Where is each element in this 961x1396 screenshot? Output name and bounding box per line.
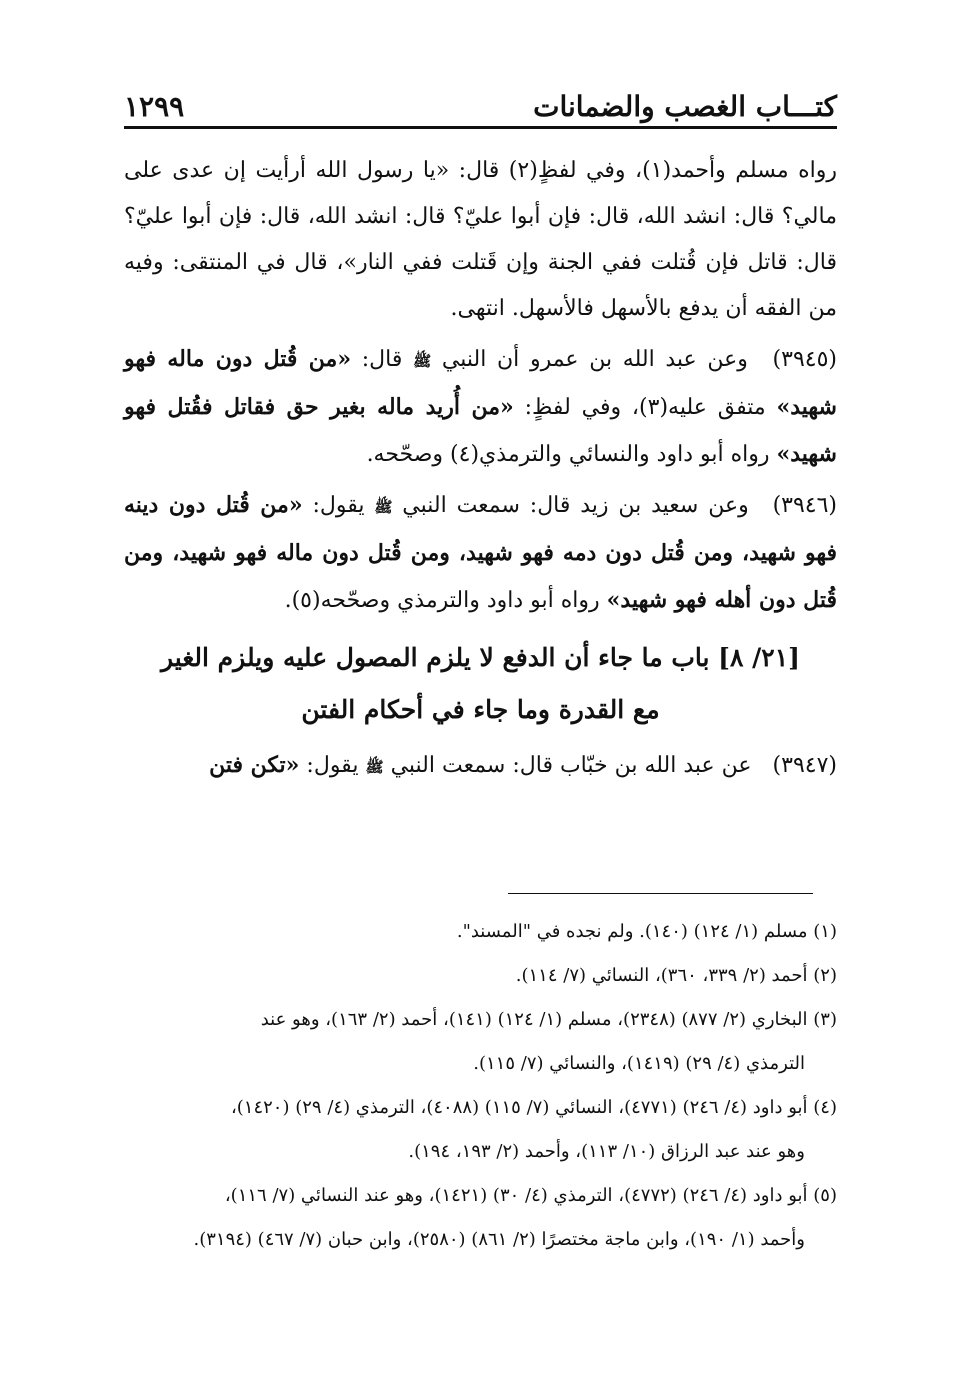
hadith-quote: «من قُتل دون دينه فهو شهيد، ومن قُتل دون دمه فهو شهيد، ومن قُتل دون ماله فهو شهيد، ومن قُتل دون أهله فهو شهيد» bbox=[124, 492, 837, 613]
hadith-intro: عن عبد الله بن خبّاب قال: سمعت النبي bbox=[390, 753, 752, 778]
hadith-source: متفق عليه(٣)، وفي لفظٍ: bbox=[524, 395, 766, 420]
hadith-intro: وعن عبد الله بن عمرو أن النبي bbox=[441, 347, 748, 372]
hadith-lead: يقول: bbox=[306, 753, 359, 778]
footnote-line-continued: الترمذي (٤/ ٢٩) (١٤١٩)، والنسائي (٧/ ١١٥). bbox=[473, 1053, 805, 1074]
main-text bbox=[124, 148, 837, 790]
running-header bbox=[124, 84, 837, 126]
footnote-2 bbox=[124, 954, 837, 998]
hadith-source-tail: رواه أبو داود والترمذي وصحّحه(٥). bbox=[284, 588, 600, 613]
hadith-number: (٣٩٤٦) bbox=[772, 493, 838, 518]
section-heading: [٢١/ ٨] باب ما جاء أن الدفع لا يلزم المصول عليه ويلزم الغير مع القدرة وما جاء في أحكام الفتن bbox=[161, 643, 800, 724]
salawat-symbol: ﷺ bbox=[365, 758, 384, 776]
hadith-quote: «تكن فتن bbox=[209, 752, 300, 778]
footnote-line: (٥) أبو داود (٤/ ٢٤٦) (٤٧٧٢)، الترمذي (٤/ ٣٠) (١٤٢١)، وهو عند النسائي (٧/ ١١٦)، bbox=[224, 1185, 837, 1206]
page-number: ١٢٩٩ bbox=[124, 90, 185, 123]
footnote-separator bbox=[508, 893, 813, 894]
hadith-quote: «من قُتل دون ماله فهو شهيد» bbox=[124, 346, 837, 420]
footnote-line-continued: وهو عند عبد الرزاق (١٠/ ١١٣)، وأحمد (٢/ ١٩٣، ١٩٤). bbox=[408, 1141, 805, 1162]
hadith-quote-variant: «من أُريد ماله بغير حق فقاتل فقُتل فهو شهيد» bbox=[124, 394, 837, 467]
footnote-line-continued: وأحمد (١/ ١٩٠)، وابن ماجة مختصرًا (٢/ ٨٦١) (٢٥٨٠)، وابن حبان (٧/ ٤٦٧) (٣١٩٤). bbox=[193, 1229, 805, 1250]
header-title: كتـــاب الغصب والضمانات bbox=[533, 90, 837, 123]
salawat-symbol: ﷺ bbox=[413, 352, 432, 370]
hadith-number: (٣٩٤٧) bbox=[772, 753, 837, 778]
footnote-5 bbox=[124, 1174, 837, 1262]
hadith-3945 bbox=[124, 336, 837, 478]
footnote-4 bbox=[124, 1086, 837, 1174]
footnote-line: (٣) البخاري (٢/ ٨٧٧) (٢٣٤٨)، مسلم (١/ ١٢٤) (١٤١)، أحمد (٢/ ١٦٣)، وهو عند bbox=[260, 1009, 837, 1030]
hadith-intro: وعن سعيد بن زيد قال: سمعت النبي bbox=[402, 493, 749, 518]
hadith-3946 bbox=[124, 482, 837, 624]
footnote-3 bbox=[124, 998, 837, 1086]
hadith-3947 bbox=[124, 742, 837, 790]
paragraph-continuation: رواه مسلم وأحمد(١)، وفي لفظٍ(٢) قال: «يا رسول الله أرأيت إن عدى على مالي؟ قال: انشد الله، قال: فإن أبوا عليّ؟ قال: انشد الله، قال: فإن أبوا عليّ؟ قال: قاتل فإن قُتلت ففي الجنة وإن قَتلت ففي النار»، قال في المنتقى: وفيه من الفقه أن يدفع بالأسهل فالأسهل. انتهى. bbox=[124, 158, 838, 321]
footnote-line: (٤) أبو داود (٤/ ٢٤٦) (٤٧٧١)، النسائي (٧/ ١١٥) (٤٠٨٨)، الترمذي (٤/ ٢٩) (١٤٢٠)، bbox=[230, 1097, 837, 1118]
footnote-1 bbox=[124, 910, 837, 954]
salawat-symbol: ﷺ bbox=[374, 498, 393, 516]
hadith-number: (٣٩٤٥) bbox=[772, 347, 837, 372]
hadith-lead: يقول: bbox=[312, 493, 365, 518]
hadith-lead: قال: bbox=[361, 347, 403, 372]
footnotes bbox=[124, 910, 837, 1262]
header-rule bbox=[124, 126, 837, 129]
footnote-line: (١) مسلم (١/ ١٢٤) (١٤٠). ولم نجده في "المسند". bbox=[456, 921, 837, 942]
footnote-line: (٢) أحمد (٢/ ٣٣٩، ٣٦٠)، النسائي (٧/ ١١٤). bbox=[515, 965, 837, 986]
hadith-source-tail: رواه أبو داود والنسائي والترمذي(٤) وصحّحه. bbox=[366, 442, 770, 467]
